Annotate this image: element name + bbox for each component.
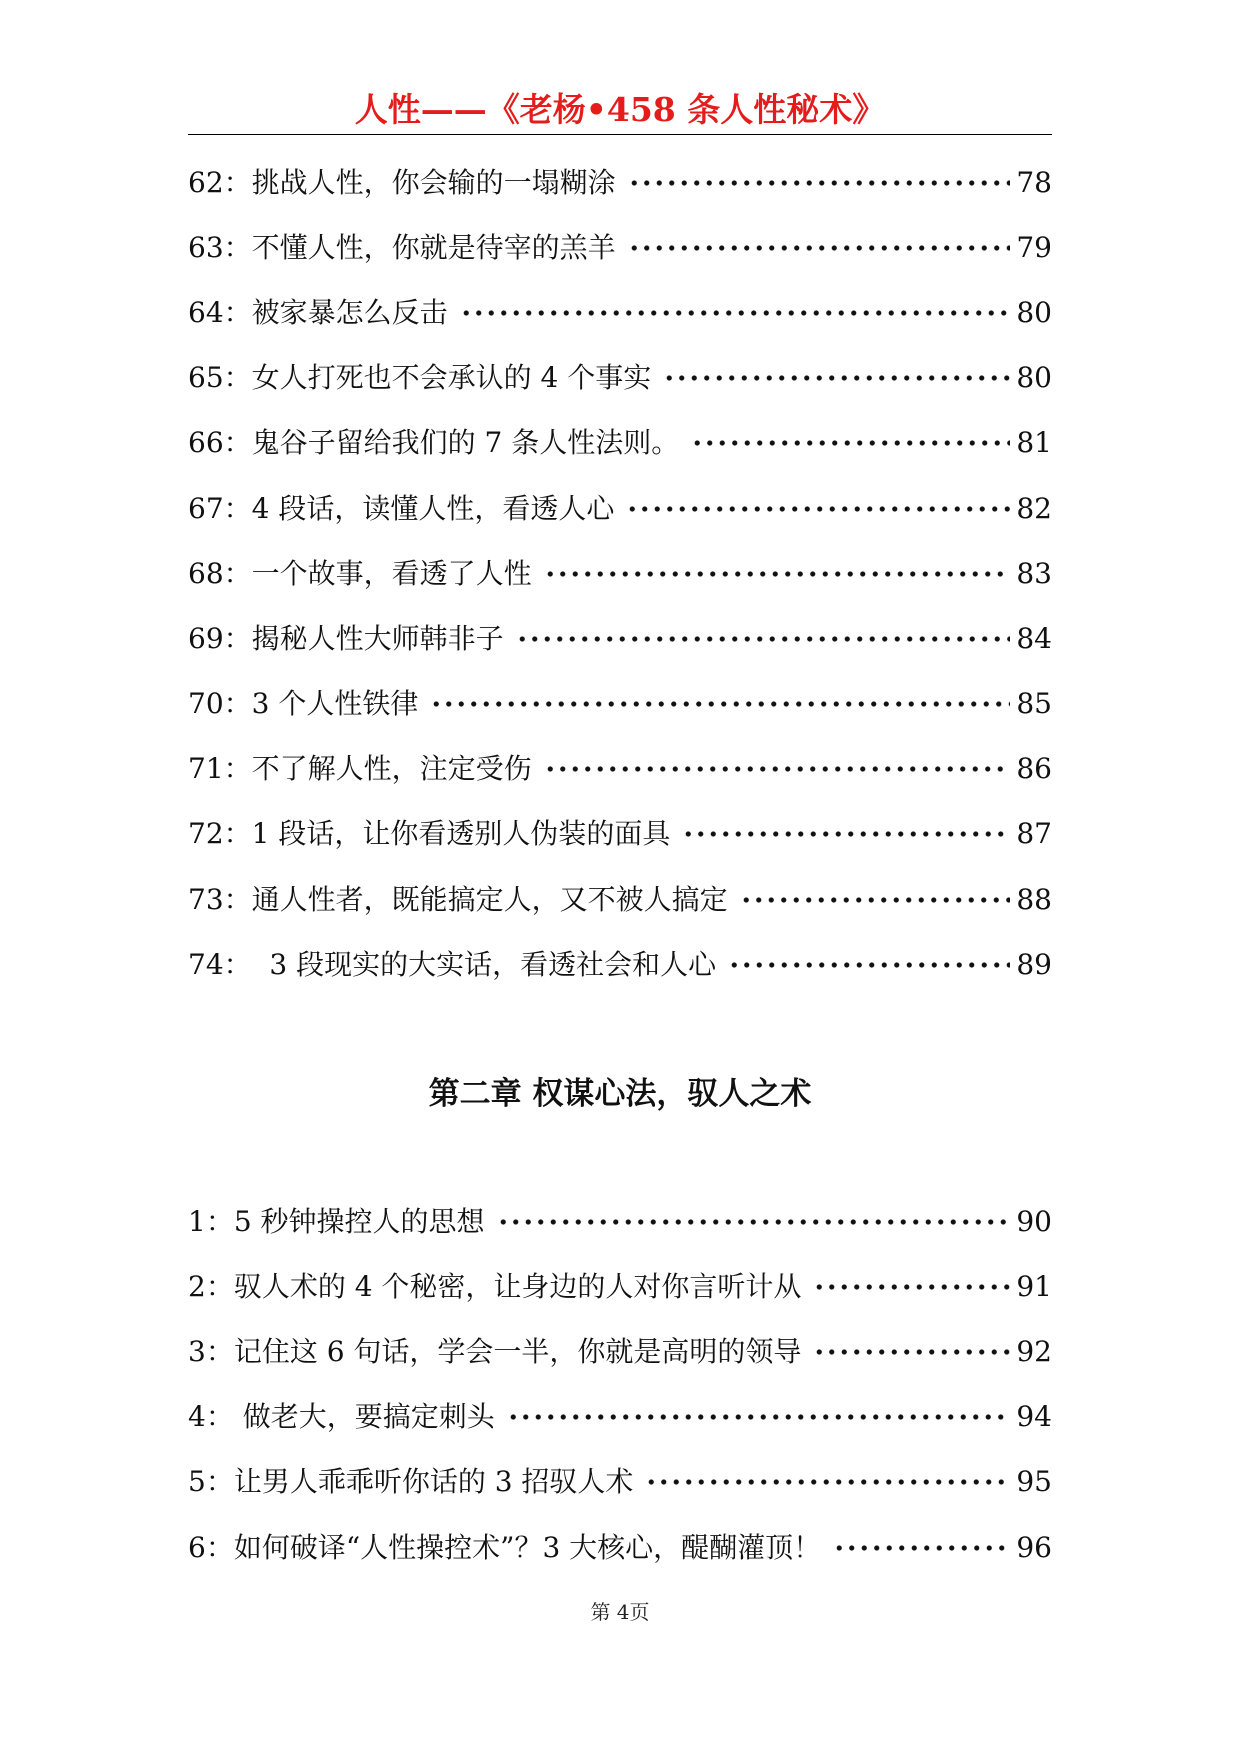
- toc-entry-page-number: 89: [1016, 947, 1052, 981]
- toc-entry: [188, 541, 1052, 606]
- toc-entry-title: 66：鬼谷子留给我们的 7 条人性法则。: [188, 426, 680, 460]
- toc-list-part1: [188, 150, 1052, 997]
- toc-entry-page-number: 86: [1016, 752, 1052, 786]
- page-number-footer: 第 4页: [590, 1600, 650, 1624]
- toc-entry-page-number: 78: [1016, 165, 1052, 199]
- dot-leader: [813, 1347, 1010, 1357]
- toc-entry: [188, 737, 1052, 802]
- toc-entry: [188, 1515, 1052, 1580]
- toc-entry-title: 64：被家暴怎么反击: [188, 295, 448, 329]
- toc-entry: [188, 215, 1052, 280]
- toc-entry: [188, 280, 1052, 345]
- toc-entry: [188, 1385, 1052, 1450]
- dot-leader: [728, 960, 1010, 970]
- toc-entry-page-number: 96: [1016, 1530, 1052, 1564]
- dot-leader: [544, 764, 1011, 774]
- dot-leader: [626, 504, 1010, 514]
- toc-entry-page-number: 84: [1016, 621, 1052, 655]
- toc-entry-title: 63：不懂人性，你就是待宰的羔羊: [188, 230, 616, 264]
- dot-leader: [645, 1477, 1010, 1487]
- toc-entry-title: 65：女人打死也不会承认的 4 个事实: [188, 361, 652, 395]
- toc-entry-title: 73：通人性者，既能搞定人，又不被人搞定: [188, 882, 728, 916]
- toc-entry-title: 70：3 个人性铁律: [188, 687, 419, 721]
- toc-entry-title: 4： 做老大，要搞定刺头: [188, 1400, 495, 1434]
- toc-entry: [188, 1189, 1052, 1254]
- dot-leader: [497, 1217, 1011, 1227]
- dot-leader: [628, 243, 1011, 253]
- dot-leader: [544, 569, 1011, 579]
- toc-entry-page-number: 81: [1016, 426, 1052, 460]
- dot-leader: [813, 1282, 1010, 1292]
- toc-entry-title: 69：揭秘人性大师韩非子: [188, 621, 504, 655]
- dot-leader: [682, 829, 1010, 839]
- toc-entry-title: 3：记住这 6 句话，学会一半，你就是高明的领导: [188, 1334, 802, 1368]
- header-rule: [188, 134, 1052, 135]
- toc-entry-title: 68：一个故事，看透了人性: [188, 556, 532, 590]
- dot-leader: [628, 178, 1011, 188]
- chapter-heading: 第二章 权谋心法，驭人之术: [428, 1076, 812, 1112]
- dot-leader: [516, 634, 1011, 644]
- toc-entry-title: 6：如何破译“人性操控术”？3 大核心，醍醐灌顶！: [188, 1530, 822, 1564]
- dot-leader: [740, 895, 1011, 905]
- toc-entry: [188, 346, 1052, 411]
- toc-entry-page-number: 85: [1016, 687, 1052, 721]
- dot-leader: [691, 438, 1010, 448]
- toc-entry-page-number: 95: [1016, 1465, 1052, 1499]
- toc-entry-title: 71：不了解人性，注定受伤: [188, 752, 532, 786]
- toc-entry-page-number: 88: [1016, 882, 1052, 916]
- dot-leader: [833, 1543, 1010, 1553]
- toc-entry-title: 1：5 秒钟操控人的思想: [188, 1204, 485, 1238]
- toc-entry: [188, 932, 1052, 997]
- toc-entry-page-number: 91: [1016, 1269, 1052, 1303]
- toc-entry: [188, 476, 1052, 541]
- toc-entry: [188, 867, 1052, 932]
- toc-entry: [188, 150, 1052, 215]
- dot-leader: [663, 373, 1010, 383]
- toc-entry-page-number: 90: [1016, 1204, 1052, 1238]
- toc-entry: [188, 802, 1052, 867]
- toc-entry-page-number: 83: [1016, 556, 1052, 590]
- toc-entry-page-number: 80: [1016, 295, 1052, 329]
- toc-entry-page-number: 87: [1016, 817, 1052, 851]
- dot-leader: [507, 1412, 1011, 1422]
- toc-entry-page-number: 80: [1016, 361, 1052, 395]
- toc-entry: [188, 1319, 1052, 1384]
- toc-entry-title: 5：让男人乖乖听你话的 3 招驭人术: [188, 1465, 634, 1499]
- toc-entry-page-number: 79: [1016, 230, 1052, 264]
- toc-entry-page-number: 92: [1016, 1334, 1052, 1368]
- toc-list-part2: [188, 1189, 1052, 1580]
- toc-entry-title: 2：驭人术的 4 个秘密，让身边的人对你言听计从: [188, 1269, 802, 1303]
- toc-entry: [188, 1450, 1052, 1515]
- dot-leader: [460, 308, 1011, 318]
- toc-entry-page-number: 82: [1016, 491, 1052, 525]
- toc-entry-title: 67：4 段话，读懂人性，看透人心: [188, 491, 615, 525]
- toc-entry-title: 74： 3 段现实的大实话，看透社会和人心: [188, 947, 717, 981]
- toc-entry-title: 62：挑战人性，你会输的一塌糊涂: [188, 165, 616, 199]
- toc-entry: [188, 672, 1052, 737]
- toc-entry: [188, 1254, 1052, 1319]
- toc-entry: [188, 411, 1052, 476]
- toc-entry-title: 72：1 段话，让你看透别人伪装的面具: [188, 817, 671, 851]
- dot-leader: [430, 699, 1010, 709]
- toc-entry: [188, 606, 1052, 671]
- document-title: 人性——《老杨•458 条人性秘术》: [354, 90, 886, 129]
- toc-entry-page-number: 94: [1016, 1400, 1052, 1434]
